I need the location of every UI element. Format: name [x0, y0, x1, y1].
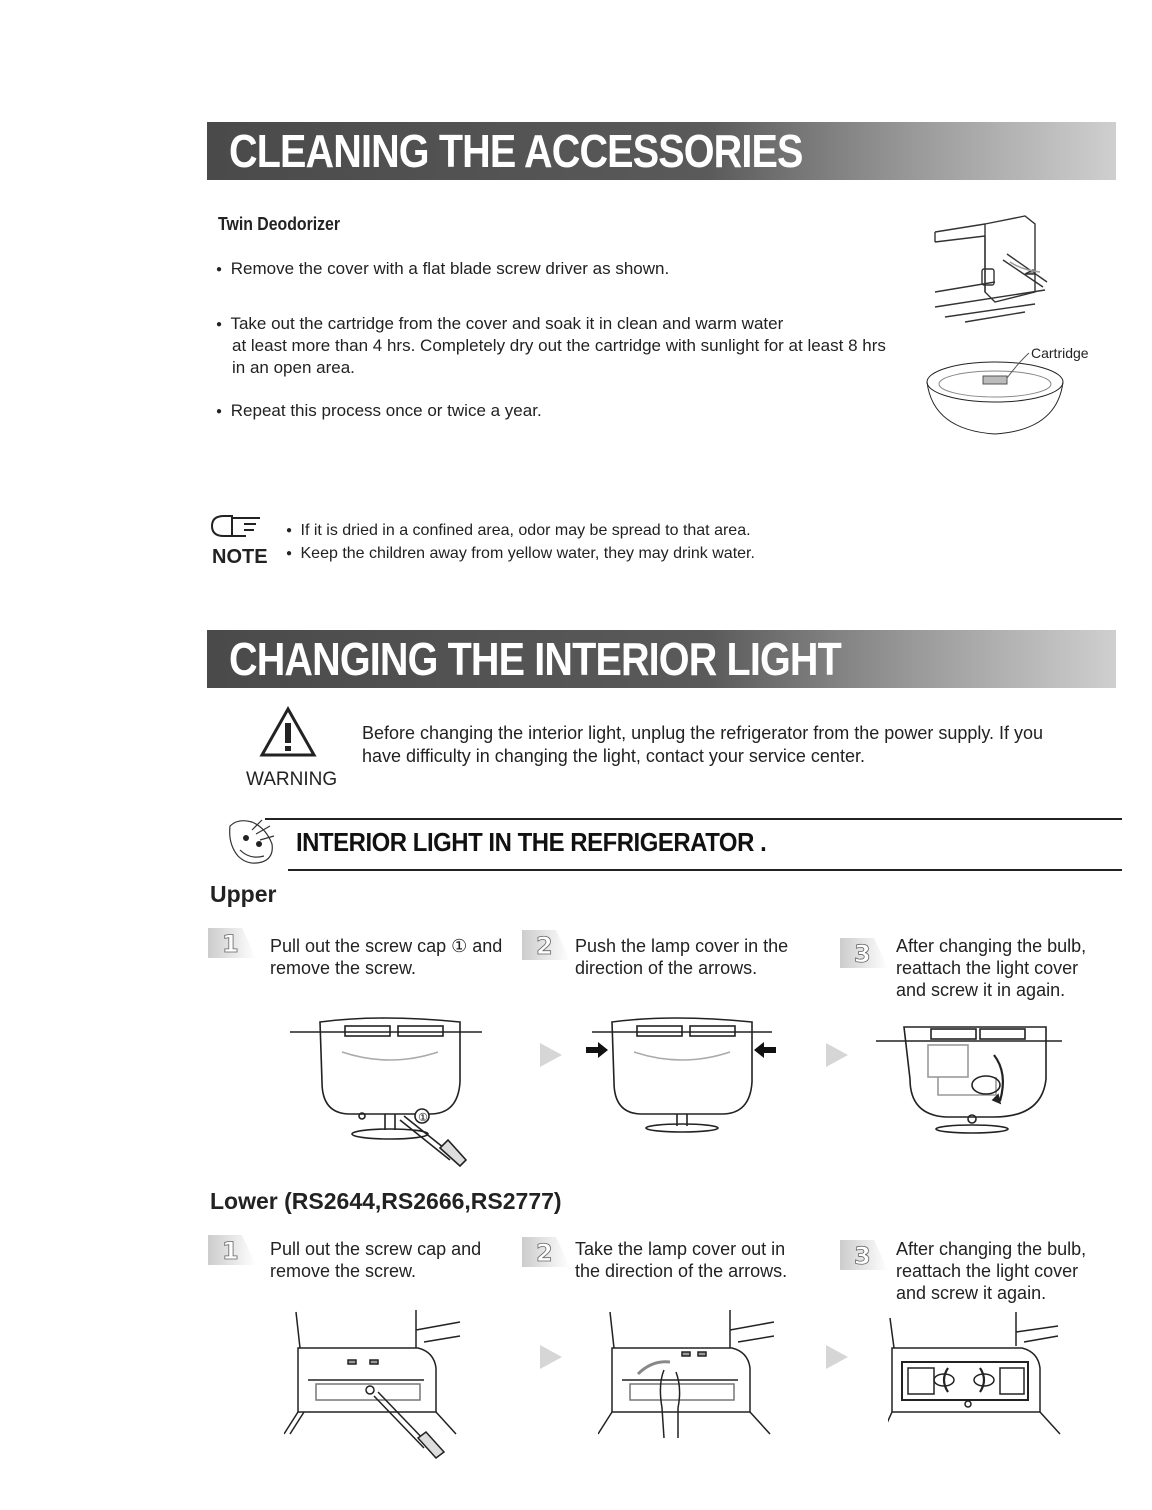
- lower-step-3-illustration: [888, 1308, 1068, 1478]
- section-title-cleaning: CLEANING THE ACCESSORIES: [229, 125, 803, 177]
- step-number: 3: [854, 1242, 871, 1270]
- note-text: If it is dried in a confined area, odor may be spread to that area.: [300, 522, 751, 539]
- mascot-icon: [222, 812, 286, 868]
- step-line: direction of the arrows.: [575, 958, 758, 978]
- next-arrow-icon: [536, 1040, 566, 1070]
- step-number: 1: [222, 1237, 239, 1265]
- lower-step-2-text: [575, 1238, 787, 1282]
- step-number: 2: [536, 932, 553, 960]
- bullet-continuation-line: at least more than 4 hrs. Completely dry out the cartridge with sunlight for at least 8 hrs: [232, 336, 886, 355]
- bullet-text: Repeat this process once or twice a year.: [230, 401, 542, 420]
- step-line: reattach the light cover: [896, 1261, 1079, 1281]
- step-badge-2: [522, 930, 570, 960]
- step-number: 1: [222, 930, 239, 958]
- upper-step-3-text: [896, 935, 1086, 1001]
- next-arrow-icon: [822, 1342, 852, 1372]
- pointing-hand-icon: [210, 510, 266, 536]
- step-line: reattach the light cover: [896, 958, 1079, 978]
- upper-step-1-illustration: [290, 1010, 490, 1170]
- bullet-remove-cover: [216, 258, 669, 283]
- subtitle-twin-deodorizer: Twin Deodorizer: [218, 214, 341, 234]
- step-badge-2: [522, 1237, 570, 1267]
- warning-triangle-icon: [258, 705, 318, 760]
- warning-line-2: have difficulty in changing the light, contact your service center.: [362, 746, 865, 766]
- subsection-title: INTERIOR LIGHT IN THE REFRIGERATOR .: [296, 827, 767, 857]
- step-badge-3: [840, 1240, 888, 1270]
- lower-step-1-illustration: [284, 1308, 464, 1478]
- note-line-1: [286, 520, 751, 543]
- callout-number: ①: [418, 1111, 428, 1124]
- step-line: and screw it again.: [896, 1283, 1047, 1303]
- lower-heading: Lower (RS2644,RS2666,RS2777): [210, 1188, 562, 1214]
- step-badge-3: [840, 938, 888, 968]
- note-text: Keep the children away from yellow water, they may drink water.: [300, 545, 755, 562]
- upper-step-2-text: [575, 935, 788, 979]
- divider-bottom: [288, 869, 1122, 871]
- bullet-repeat-process: [216, 400, 542, 425]
- step-badge-1: [208, 1235, 256, 1265]
- next-arrow-icon: [822, 1040, 852, 1070]
- step-line: After changing the bulb,: [896, 1239, 1087, 1259]
- deodorizer-illustration: [925, 212, 1075, 442]
- upper-step-3-illustration: [876, 1015, 1066, 1140]
- warning-label: WARNING: [246, 769, 338, 790]
- bullet-continuation-line: in an open area.: [232, 358, 355, 377]
- step-line: and screw it in again.: [896, 980, 1066, 1000]
- step-line: Pull out the screw cap ① and: [270, 936, 503, 956]
- section-banner-cleaning: [207, 122, 1116, 180]
- step-line: remove the screw.: [270, 958, 417, 978]
- step-number: 2: [536, 1239, 553, 1267]
- lower-step-2-illustration: [598, 1308, 778, 1478]
- next-arrow-icon: [536, 1342, 566, 1372]
- divider-top: [265, 818, 1122, 820]
- step-line: After changing the bulb,: [896, 936, 1087, 956]
- step-number: 3: [854, 940, 871, 968]
- step-line: Push the lamp cover in the: [575, 936, 789, 956]
- lower-step-3-text: [896, 1238, 1086, 1304]
- bullet-text: Remove the cover with a flat blade screw driver as shown.: [230, 259, 670, 278]
- note-label: NOTE: [212, 546, 268, 568]
- upper-step-2-illustration: [582, 1010, 782, 1140]
- section-title-interior-light: CHANGING THE INTERIOR LIGHT: [229, 633, 841, 685]
- note-block: [210, 510, 1152, 570]
- step-line: Pull out the screw cap and: [270, 1239, 482, 1259]
- upper-step-1-text: [270, 935, 502, 979]
- step-badge-1: [208, 928, 256, 958]
- step-line: Take the lamp cover out in: [575, 1239, 786, 1259]
- step-line: the direction of the arrows.: [575, 1261, 788, 1281]
- warning-line-1: Before changing the interior light, unplug the refrigerator from the power supply. If you: [362, 723, 1044, 743]
- lower-step-1-text: [270, 1238, 481, 1282]
- section-banner-interior-light: [207, 630, 1116, 688]
- cartridge-label: Cartridge: [1031, 345, 1089, 361]
- bullet-text: Take out the cartridge from the cover and soak it in clean and warm water: [230, 314, 784, 333]
- step-line: remove the screw.: [270, 1261, 417, 1281]
- upper-heading: Upper: [210, 881, 277, 907]
- note-line-2: [286, 543, 755, 566]
